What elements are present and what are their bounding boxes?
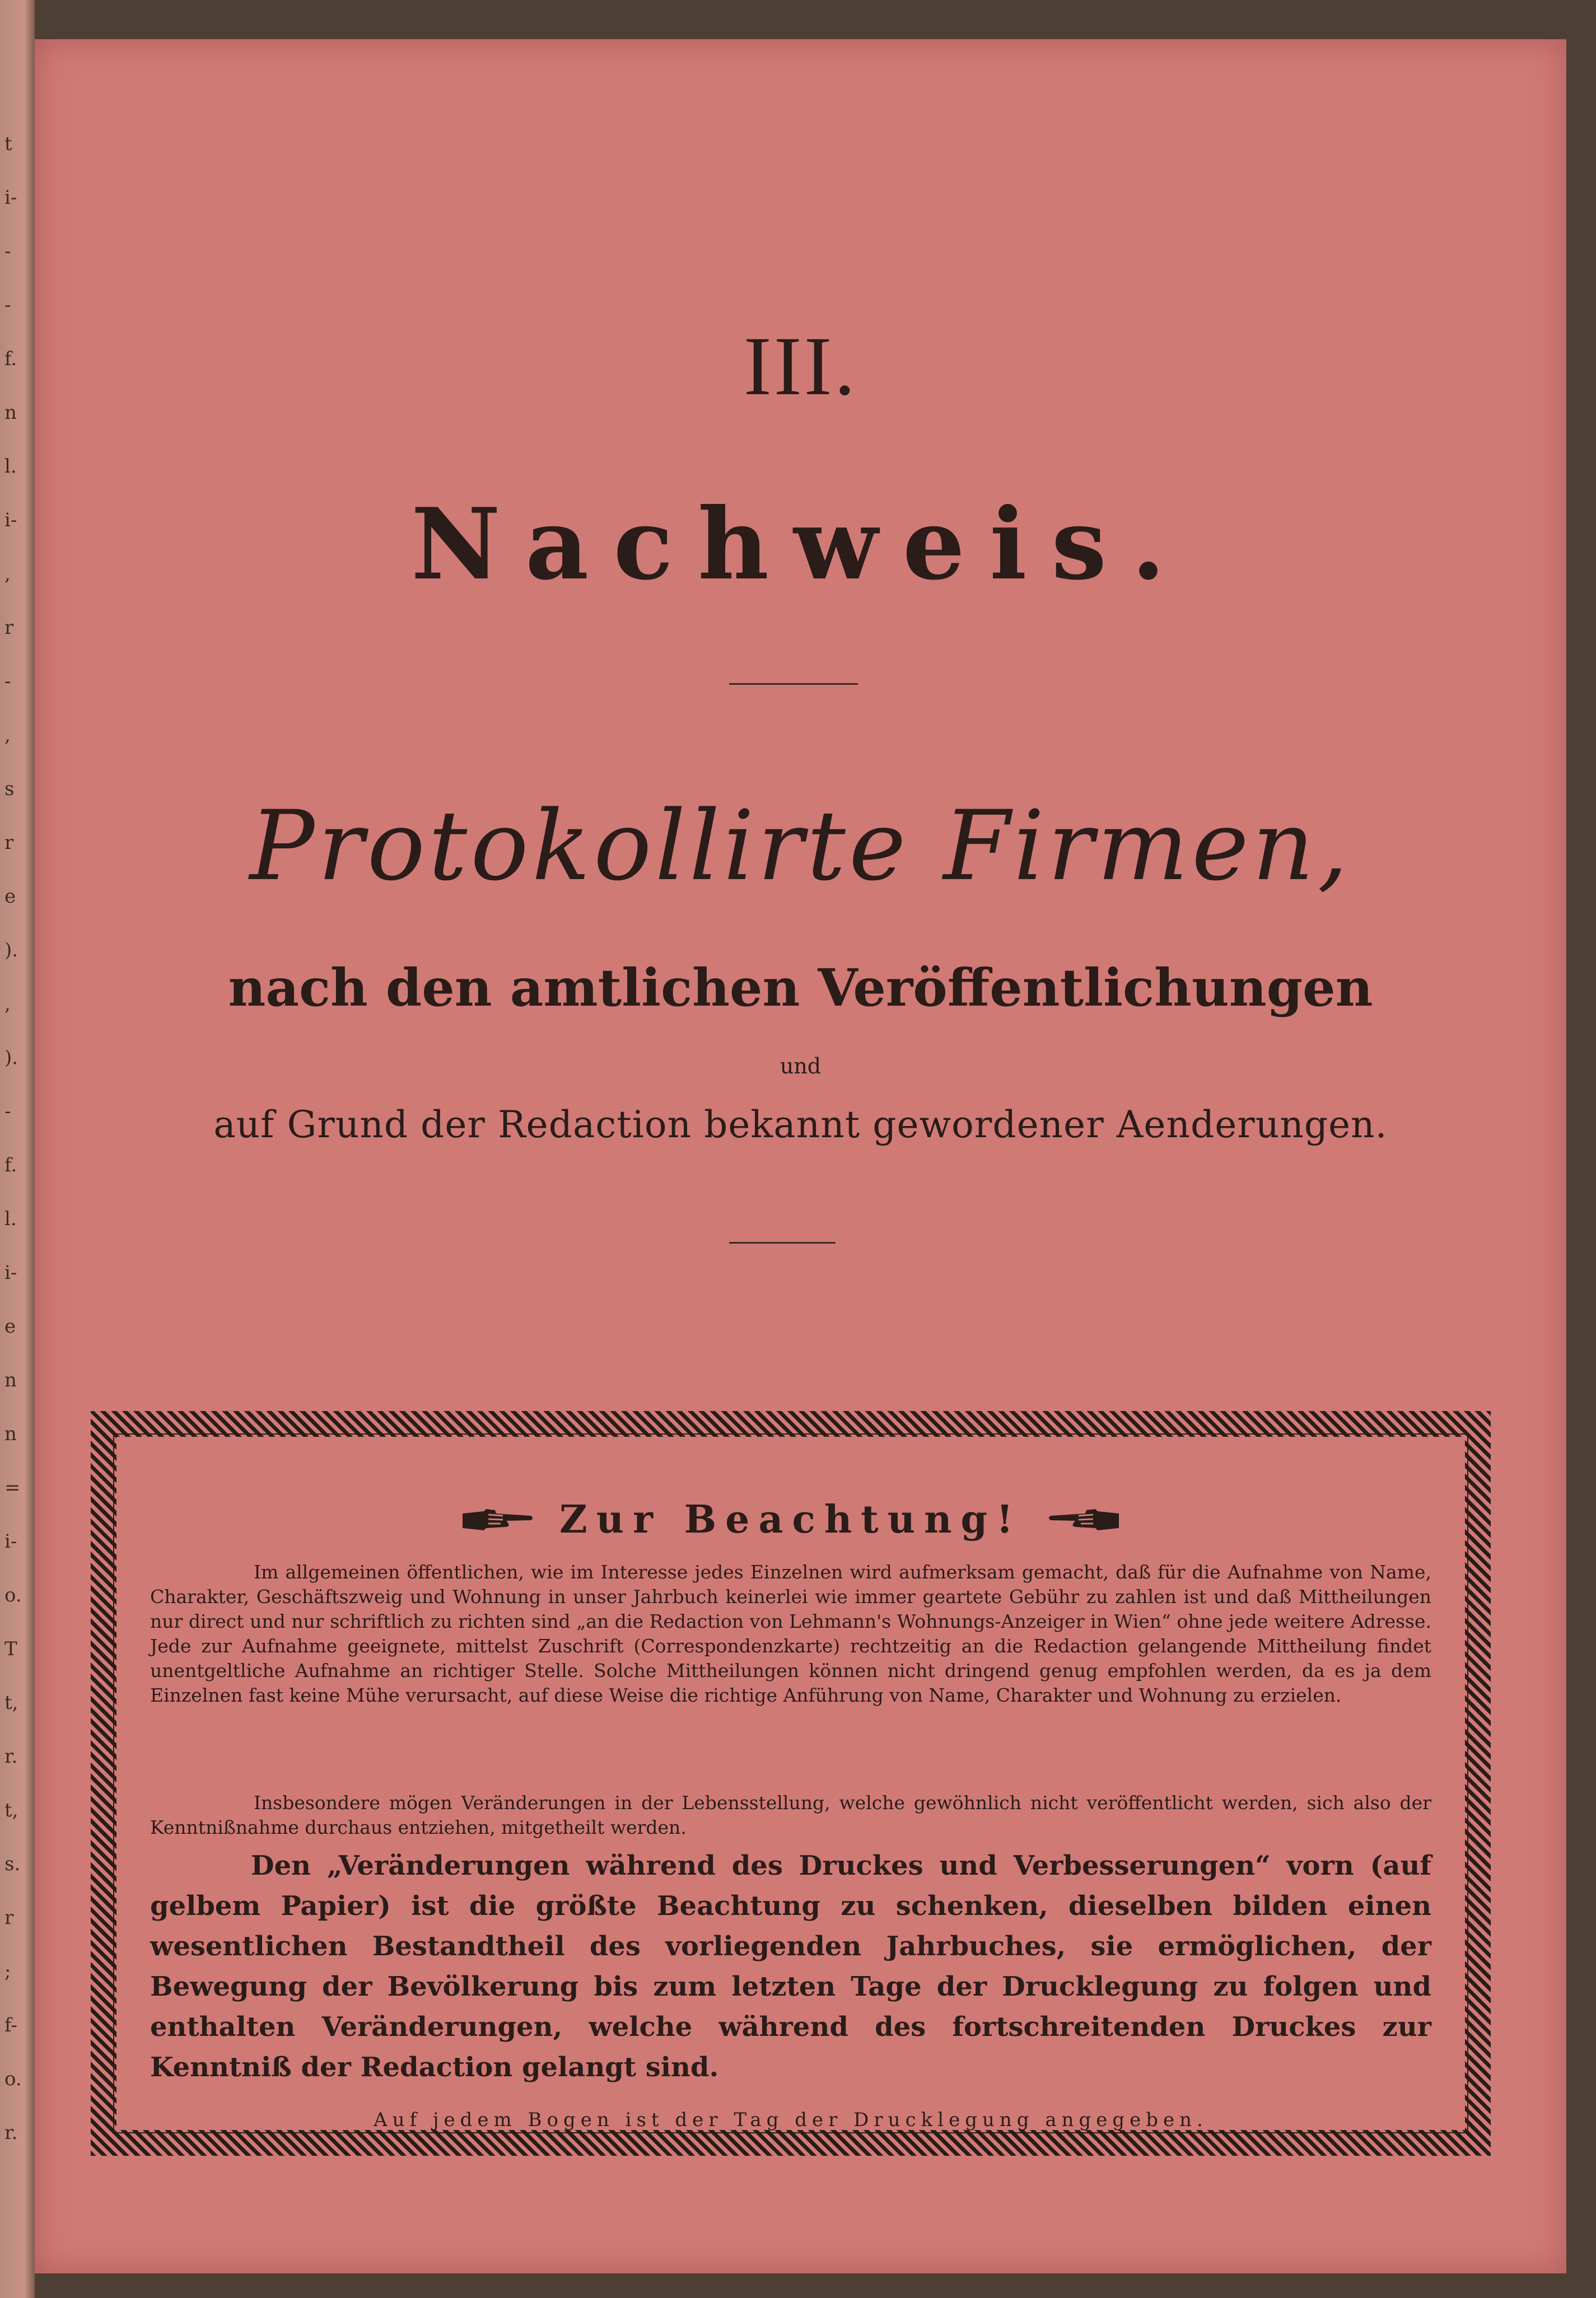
margin-fragment: f-: [4, 2014, 17, 2037]
margin-fragment: t,: [4, 1692, 18, 1714]
margin-fragment: ,: [4, 993, 11, 1015]
margin-fragment: n: [4, 1369, 17, 1391]
margin-fragment: ,: [4, 563, 11, 585]
margin-fragment: r: [4, 1907, 14, 1929]
subheading: nach den amtlichen Veröffentlichungen: [228, 958, 1373, 1018]
notice-box: [91, 1411, 1491, 2156]
margin-fragment: i-: [4, 509, 17, 531]
pointing-hand-right-icon: [461, 1506, 534, 1534]
notice-paragraph: Im allgemeinen öffentlichen, wie im Interesse jedes Einzelnen wird aufmerksam gemacht, daß für die Aufnahme von Name, Charakter, Geschäftszweig und Wohnung in unser Jahrbuch keinerlei wie immer geartete Gebühr zu zahlen ist und daß Mittheilungen nur direct und nur schriftlich zu richten sind „an die Redaction von Lehmann's Wohnungs-Anzeiger in Wien“ ohne jede weitere Adresse. Jede zur Aufnahme geeignete, mittelst Zuschrift (Correspondenzkarte) rechtzeitig an die Redaction gelangende Mittheilung findet unentgeltliche Aufnahme an richtiger Stelle. Solche Mittheilungen können nicht dringend genug empfohlen werden, da es ja dem Einzelnen fast keine Mühe verursacht, auf diese Weise die richtige Anführung von Name, Charakter und Wohnung zu erzielen.: [150, 1561, 1431, 1706]
notice-paragraph-emphasis: Den „Veränderungen während des Druckes und Verbesserungen“ vorn (auf gelbem Papier) ist die größte Beachtung zu schenken, dieselben bilden einen wesentlichen Bestandtheil des vorliegenden Jahrbuches, sie ermöglichen, der Bewegung der Bevölkerung bis zum letzten Tage der Drucklegung zu folgen und enthalten Veränderungen, welche während des fortschreitenden Druckes zur Kenntniß der Redaction gelangt sind.: [150, 1850, 1431, 2083]
margin-fragment: n: [4, 1423, 17, 1445]
margin-fragment: o.: [4, 2068, 22, 2090]
margin-fragment: -: [4, 240, 11, 263]
margin-fragment: ).: [4, 1047, 18, 1069]
margin-fragment: ;: [4, 1960, 11, 1983]
margin-fragment: r: [4, 616, 14, 639]
margin-fragment: i-: [4, 1262, 17, 1284]
margin-fragment: t,: [4, 1799, 18, 1821]
margin-fragment: -: [4, 670, 11, 693]
document-page: [35, 39, 1566, 2273]
notice-paragraph: Insbesondere mögen Veränderungen in der Lebensstellung, welche gewöhnlich nicht veröffentlicht werden, sich also der Kenntnißnahme durchaus entziehen, mitgetheilt werden.: [150, 1792, 1431, 1838]
margin-fragment: n: [4, 401, 17, 424]
main-heading: Protokollirte Firmen,: [249, 790, 1352, 902]
margin-fragment: t: [4, 133, 12, 155]
part-numeral: III.: [743, 320, 858, 413]
margin-fragment: -: [4, 294, 11, 316]
margin-fragment: f.: [4, 1154, 17, 1176]
pointing-hand-left-icon: [1047, 1506, 1120, 1534]
margin-fragment: r.: [4, 1745, 18, 1768]
margin-fragment: e: [4, 885, 16, 908]
margin-fragment: l.: [4, 455, 17, 478]
margin-fragment: i-: [4, 1530, 17, 1553]
notice-title: Zur Beachtung!: [559, 1497, 1022, 1542]
divider-rule: [729, 1242, 836, 1244]
margin-fragment: i-: [4, 186, 17, 209]
divider-rule: [729, 683, 858, 685]
notice-footer: Auf jedem Bogen ist der Tag der Drucklegung angegeben.: [374, 2109, 1208, 2131]
margin-fragment: o.: [4, 1584, 22, 1606]
margin-fragment: =: [4, 1477, 21, 1499]
notice-title-row: [150, 1497, 1431, 1548]
previous-page-edge-text: [0, 0, 22, 2298]
margin-fragment: ).: [4, 939, 18, 961]
margin-fragment: s: [4, 778, 15, 800]
margin-fragment: -: [4, 1100, 11, 1123]
margin-fragment: l.: [4, 1208, 17, 1230]
margin-fragment: r.: [4, 2122, 18, 2144]
conjunction: und: [780, 1054, 822, 1078]
margin-fragment: e: [4, 1315, 16, 1338]
margin-fragment: f.: [4, 348, 17, 370]
notice-content: [150, 1454, 1431, 2131]
subheading-secondary: auf Grund der Redaction bekannt gewordener Aenderungen.: [213, 1103, 1388, 1146]
margin-fragment: T: [4, 1638, 17, 1660]
margin-fragment: s.: [4, 1853, 21, 1875]
section-title: Nachweis.: [410, 487, 1191, 602]
margin-fragment: r: [4, 832, 14, 854]
margin-fragment: ,: [4, 724, 11, 746]
